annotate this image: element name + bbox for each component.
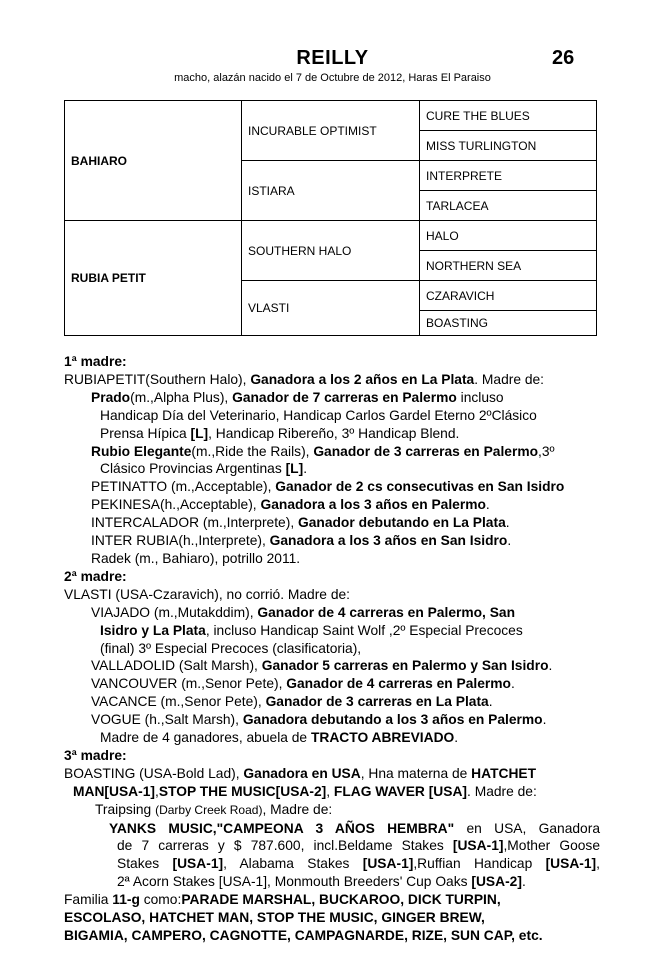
third-dam-heading: 3ª madre: (64, 747, 127, 763)
produce-pekinesa: PEKINESA(h.,Acceptable), Ganadora a los 3 años en Palermo. (91, 497, 490, 513)
pedigree-dam: RUBIA PETIT (65, 221, 242, 336)
pedigree-g8: BOASTING (420, 311, 597, 336)
produce-yanks-music: YANKS MUSIC,"CAMPEONA 3 AÑOS HEMBRA" en USA, Ganadora (109, 820, 600, 836)
produce-vancouver: VANCOUVER (m.,Senor Pete), Ganador de 4 carreras en Palermo. (91, 676, 515, 692)
produce-prado: Prado(m.,Alpha Plus), Ganador de 7 carreras en Palermo incluso (91, 389, 504, 405)
family-line3: BIGAMIA, CAMPERO, CAGNOTTE, CAMPAGNARDE, RIZE, SUN CAP, etc. (64, 928, 543, 943)
produce-petinatto: PETINATTO (m.,Acceptable), Ganador de 2 cs consecutivas en San Isidro (91, 479, 565, 495)
produce-prado-line2: Handicap Día del Veterinario, Handicap Carlos Gardel Eterno 2ºClásico (100, 407, 537, 423)
produce-radek: Radek (m., Bahiaro), potrillo 2011. (91, 550, 301, 566)
pedigree-g4: TARLACEA (420, 191, 597, 221)
pedigree-table (64, 100, 597, 336)
pedigree-g7: CZARAVICH (420, 281, 597, 311)
produce-vogue: VOGUE (h.,Salt Marsh), Ganadora debutando a los 3 años en Palermo. (91, 712, 547, 728)
second-dam-intro: VLASTI (USA-Czaravich), no corrió. Madre de: (64, 586, 350, 602)
pedigree-dam-sire: SOUTHERN HALO (242, 221, 420, 281)
produce-vogue-line2: Madre de 4 ganadores, abuela de TRACTO ABREVIADO. (100, 730, 459, 746)
pedigree-sire: BAHIARO (65, 101, 242, 221)
produce-rubio-elegante: Rubio Elegante(m.,Ride the Rails), Ganador de 3 carreras en Palermo,3º (91, 443, 555, 459)
produce-traipsing: Traipsing (Darby Creek Road), Madre de: (95, 801, 333, 817)
pedigree-g6: NORTHERN SEA (420, 251, 597, 281)
produce-yanks-line3: Stakes [USA-1], Alabama Stakes [USA-1],Ruffian Handicap [USA-1], (117, 856, 600, 872)
catalog-number: 26 (552, 47, 575, 69)
pedigree-dam-dam: VLASTI (242, 281, 420, 336)
produce-inter-rubia: INTER RUBIA(h.,Interprete), Ganadora a los 3 años en San Isidro. (91, 533, 512, 549)
third-dam-line2: MAN[USA-1],STOP THE MUSIC[USA-2], FLAG WAVER [USA]. Madre de: (73, 783, 537, 799)
first-dam-heading: 1ª madre: (64, 354, 127, 369)
horse-subtitle: macho, alazán nacido el 7 de Octubre de 2012, Haras El Paraiso (174, 72, 491, 84)
produce-viajado: VIAJADO (m.,Mutakddim), Ganador de 4 carreras en Palermo, San (91, 604, 516, 620)
pedigree-g3: INTERPRETE (420, 161, 597, 191)
produce-yanks-line4: 2ª Acorn Stakes [USA-1], Monmouth Breeders' Cup Oaks [USA-2]. (117, 874, 526, 890)
produce-vacance: VACANCE (m.,Senor Pete), Ganador de 3 carreras en La Plata. (91, 694, 493, 710)
produce-rubio-line2: Clásico Provincias Argentinas [L]. (100, 461, 308, 477)
pedigree-g2: MISS TURLINGTON (420, 131, 597, 161)
produce-intercalador: INTERCALADOR (m.,Interprete), Ganador debutando en La Plata. (91, 515, 510, 531)
family-line1: Familia 11-g como:PARADE MARSHAL, BUCKAROO, DICK TURPIN, (64, 892, 501, 908)
produce-viajado-line2: Isidro y La Plata, incluso Handicap Saint Wolf ,2º Especial Precoces (100, 622, 523, 638)
pedigree-g1: CURE THE BLUES (420, 101, 597, 131)
produce-record (64, 353, 600, 945)
horse-name: REILLY (296, 47, 369, 69)
first-dam-intro: RUBIAPETIT(Southern Halo), Ganadora a los 2 años en La Plata. Madre de: (64, 371, 545, 387)
family-line2: ESCOLASO, HATCHET MAN, STOP THE MUSIC, GINGER BREW, (64, 910, 485, 926)
produce-yanks-line2: de 7 carreras y $ 787.600, incl.Beldame Stakes [USA-1],Mother Goose (117, 838, 600, 854)
produce-viajado-line3: (final) 3º Especial Precoces (clasificatoria), (100, 640, 362, 656)
second-dam-heading: 2ª madre: (64, 568, 127, 584)
third-dam-line1: BOASTING (USA-Bold Lad), Ganadora en USA, Hna materna de HATCHET (64, 765, 537, 781)
produce-prado-line3: Prensa Hípica [L], Handicap Ribereño, 3º Handicap Blend. (100, 425, 460, 441)
pedigree-sire-sire: INCURABLE OPTIMIST (242, 101, 420, 161)
pedigree-sire-dam: ISTIARA (242, 161, 420, 221)
pedigree-g5: HALO (420, 221, 597, 251)
produce-valladolid: VALLADOLID (Salt Marsh), Ganador 5 carreras en Palermo y San Isidro. (91, 658, 553, 674)
